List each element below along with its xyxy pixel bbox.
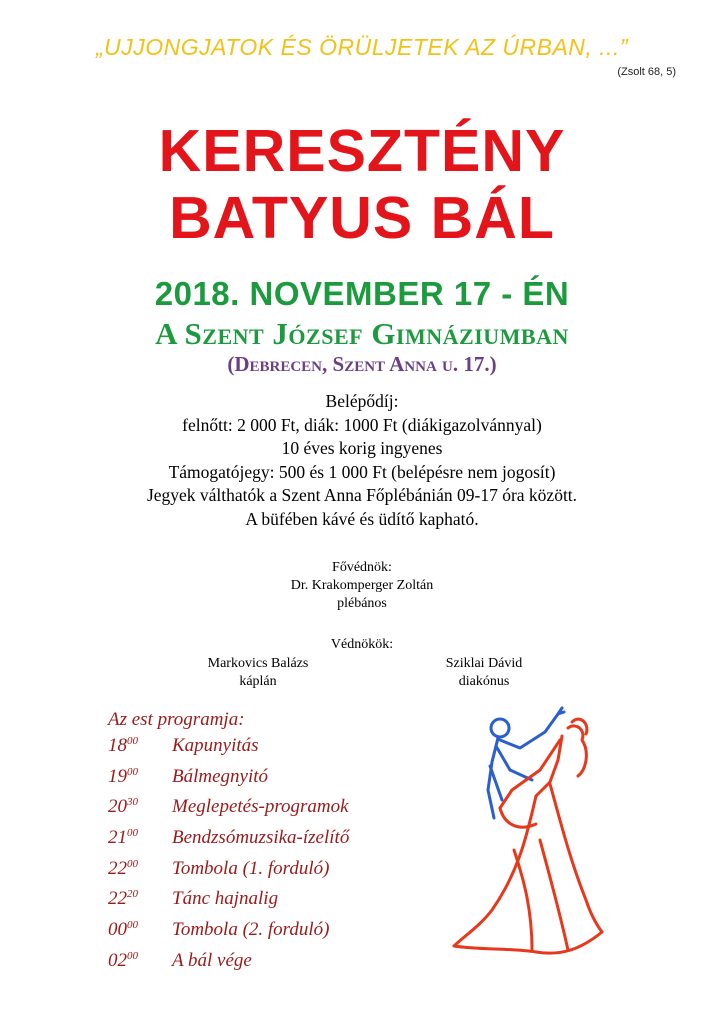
protector-name: Sziklai Dávid — [445, 656, 523, 671]
program-item — [108, 919, 349, 950]
protector-2 — [384, 655, 584, 691]
program-item — [108, 735, 349, 766]
program-item — [108, 766, 349, 797]
program-hour: 21 — [108, 827, 127, 849]
title-line-2: BATYUS BÁL — [169, 185, 555, 251]
event-address: (Debrecen, Szent Anna u. 17.) — [227, 352, 497, 376]
program-hour: 22 — [108, 888, 127, 910]
title-line-1: KERESZTÉNY — [158, 118, 566, 184]
program-event: Meglepetés-programok — [172, 796, 349, 818]
program-list — [108, 709, 349, 981]
program-minute: 00 — [127, 949, 138, 962]
protectors-label: Védnökök: — [330, 637, 394, 652]
protector-1 — [158, 655, 358, 691]
event-date: 2018. NOVEMBER 17 - ÉN — [154, 275, 570, 312]
program-hour: 22 — [108, 857, 127, 879]
program-event: Tánc hajnalig — [172, 888, 279, 910]
ticket-info — [0, 390, 724, 531]
program-event: A bál vége — [172, 949, 252, 971]
program-time — [108, 796, 172, 818]
program-event: Tombola (1. forduló) — [172, 857, 330, 879]
bible-quote: „UJJONGJATOK ÉS ÖRÜLJETEK AZ ÚRBAN, ...” — [95, 34, 629, 60]
program-time — [108, 735, 172, 757]
program-hour: 00 — [108, 919, 127, 941]
protector-role: káplán — [239, 674, 277, 689]
patron-role: plébános — [337, 596, 387, 611]
program-event: Bendzsómuzsika-ízelítő — [172, 827, 350, 849]
program-event: Bálmegnyitó — [172, 765, 269, 787]
program-item — [108, 950, 349, 981]
program-item — [108, 827, 349, 858]
program-time — [108, 888, 172, 910]
program-event: Tombola (2. forduló) — [172, 919, 330, 941]
patron-block — [0, 559, 724, 613]
program-time — [108, 950, 172, 972]
patron-label: Fővédnök: — [332, 560, 392, 575]
program-minute: 20 — [127, 888, 138, 901]
info-line: Támogatójegy: 500 és 1 000 Ft (belépésre nem jogosít) — [168, 461, 556, 482]
patron-name: Dr. Krakomperger Zoltán — [290, 578, 434, 593]
quote-reference: (Zsolt 68, 5) — [617, 66, 676, 78]
info-line: 10 éves korig ingyenes — [281, 438, 443, 458]
program-time — [108, 827, 172, 849]
info-line: A büfében kávé és üdítő kapható. — [245, 508, 479, 529]
event-venue: A Szent József Gimnáziumban — [155, 316, 569, 351]
program-item — [108, 858, 349, 889]
program-hour: 19 — [108, 765, 127, 787]
dancing-couple-icon — [440, 700, 610, 970]
program-hour: 02 — [108, 949, 127, 971]
program-minute: 00 — [127, 857, 138, 870]
program-event: Kapunyitás — [172, 735, 259, 756]
info-line: Belépődíj: — [325, 391, 399, 411]
program-item — [108, 888, 349, 919]
program-title: Az est programja: — [108, 709, 245, 730]
program-item — [108, 796, 349, 827]
program-minute: 00 — [127, 827, 138, 840]
protector-role: diakónus — [458, 674, 510, 689]
program-time — [108, 919, 172, 941]
program-hour: 18 — [108, 735, 127, 756]
program-minute: 00 — [127, 735, 138, 747]
program-hour: 20 — [108, 796, 127, 818]
program-time — [108, 766, 172, 788]
program-time — [108, 858, 172, 880]
program-minute: 00 — [127, 919, 138, 932]
program-minute: 30 — [127, 796, 138, 809]
protector-name: Markovics Balázs — [207, 656, 309, 671]
info-line: Jegyek válthatók a Szent Anna Főplébánián 09-17 óra között. — [146, 485, 578, 505]
program-minute: 00 — [127, 765, 138, 778]
info-line: felnőtt: 2 000 Ft, diák: 1000 Ft (diákigazolvánnyal) — [182, 414, 542, 435]
